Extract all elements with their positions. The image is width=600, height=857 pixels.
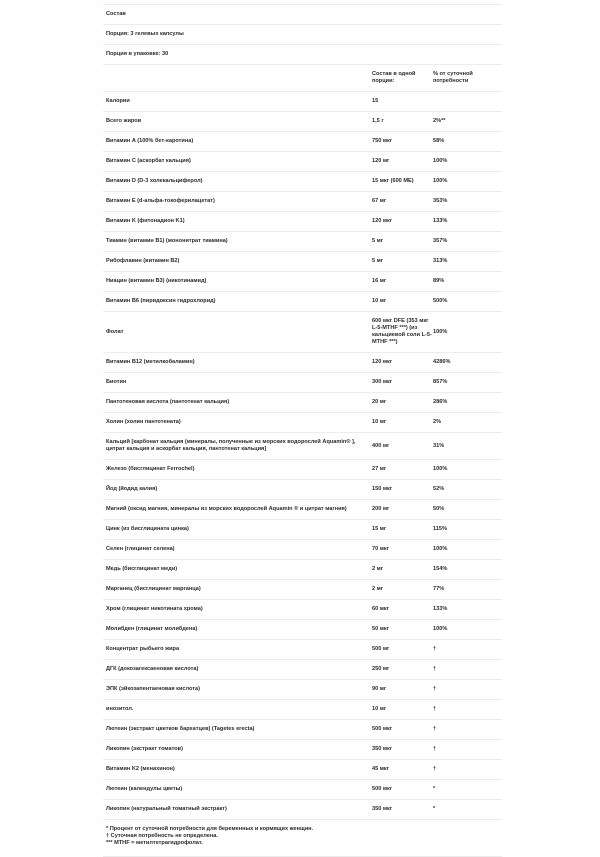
- nutrient-daily-value: 2%: [433, 419, 442, 425]
- nutrient-daily-value: 100%: [433, 178, 448, 184]
- table-row: [103, 231, 502, 251]
- table-row: [103, 412, 502, 432]
- nutrient-amount: 5 мг: [372, 238, 384, 244]
- table-header: [103, 64, 502, 91]
- nutrient-daily-value: 58%: [433, 138, 445, 144]
- table-row: [103, 539, 502, 559]
- nutrient-name: Цинк (из бисглицината цинка): [106, 526, 189, 532]
- table-body: [103, 91, 502, 819]
- nutrient-amount: 27 мг: [372, 466, 387, 472]
- nutrient-daily-value: 154%: [433, 566, 448, 572]
- nutrient-name: Витамин C (аскорбат кальция): [106, 158, 191, 164]
- nutrient-name: Магний (оксид магния, минералы из морских водорослей Aquamin ® и цитрат магния): [106, 506, 347, 512]
- table-row: [103, 131, 502, 151]
- header-daily: % от суточной потребности: [433, 71, 473, 84]
- nutrient-amount: 15 мкг (600 МЕ): [372, 178, 414, 184]
- nutrient-name: Витамин A (100% бет-каротина): [106, 138, 194, 144]
- nutrient-amount: 250 мг: [372, 666, 390, 672]
- nutrient-name: Железо (бисглицинат Ferrochel): [106, 466, 195, 472]
- nutrient-amount: 120 мг: [372, 158, 390, 164]
- table-title: Состав: [103, 4, 502, 24]
- nutrient-name: Марганец (бисглицинат марганца): [106, 586, 201, 592]
- table-row: [103, 639, 502, 659]
- nutrient-name: Лютеин (экстракт цветков бархатцев) (Tagetes erecta): [106, 726, 255, 732]
- nutrient-name: инозитол.: [106, 706, 134, 712]
- nutrient-name: Холин (холин пантотената): [106, 419, 181, 425]
- nutrient-amount: 10 мг: [372, 419, 387, 425]
- table-row: [103, 392, 502, 412]
- nutrient-daily-value: †: [433, 766, 437, 772]
- header-name: [103, 65, 372, 91]
- nutrient-daily-value: †: [433, 646, 437, 652]
- nutrient-daily-value: 286%: [433, 399, 448, 405]
- nutrient-amount: 60 мкг: [372, 606, 390, 612]
- nutrient-name: Биотин: [106, 379, 127, 385]
- table-row: [103, 352, 502, 372]
- nutrient-name: Калории: [106, 98, 130, 104]
- nutrient-daily-value: 77%: [433, 586, 445, 592]
- nutrient-name: Кальций [карбонат кальция (минералы, полученные из морских водорослей Aquamin® ], цитрат кальция и аскорбат кальция, пантотенат кальция]: [106, 439, 356, 452]
- table-row: [103, 171, 502, 191]
- table-row: [103, 459, 502, 479]
- nutrient-daily-value: [433, 92, 502, 111]
- table-row: [103, 699, 502, 719]
- supplement-facts-table: [103, 4, 502, 857]
- table-row: [103, 499, 502, 519]
- nutrient-name: ЭПК (эйкозапентаеновая кислота): [106, 686, 200, 692]
- table-row: [103, 739, 502, 759]
- nutrient-name: Рибофлавин (витамин B2): [106, 258, 180, 264]
- table-row: [103, 271, 502, 291]
- nutrient-amount: 120 мкг: [372, 359, 393, 365]
- nutrient-name: Йод (йодид калия): [106, 486, 158, 492]
- table-row: [103, 479, 502, 499]
- nutrient-name: Всего жиров: [106, 118, 142, 124]
- nutrient-name: Витамин B6 (пиридоксин гидрохлорид): [106, 298, 216, 304]
- table-row: [103, 91, 502, 111]
- table-row: [103, 679, 502, 699]
- nutrient-amount: 2 мг: [372, 566, 384, 572]
- nutrient-daily-value: 100%: [433, 158, 448, 164]
- table-row: [103, 659, 502, 679]
- nutrient-daily-value: 115%: [433, 526, 447, 532]
- nutrient-daily-value: 50%: [433, 506, 445, 512]
- nutrient-amount: 350 мкг: [372, 806, 393, 812]
- nutrient-amount: 150 мкг: [372, 486, 393, 492]
- nutrient-daily-value: 52%: [433, 486, 445, 492]
- nutrient-amount: 67 мг: [372, 198, 387, 204]
- nutrient-amount: 120 мкг: [372, 218, 393, 224]
- nutrient-daily-value: 100%: [433, 328, 448, 335]
- nutrient-amount: 2 мг: [372, 586, 384, 592]
- nutrient-name: Концентрат рыбьего жира: [106, 646, 180, 652]
- nutrient-amount: 15: [372, 98, 379, 104]
- nutrient-name: Тиамин (витамин B1) (мононитрат тиамина): [106, 238, 228, 244]
- table-row: [103, 372, 502, 392]
- nutrient-name: Витамин D (D-3 холекальциферол): [106, 178, 203, 184]
- table-row: [103, 311, 502, 352]
- serving-size: Порция: 3 гелевых капсулы: [103, 24, 502, 44]
- nutrient-amount: 45 мкг: [372, 766, 390, 772]
- table-row: [103, 759, 502, 779]
- nutrient-daily-value: 357%: [433, 238, 448, 244]
- nutrient-daily-value: †: [433, 666, 437, 672]
- table-row: [103, 599, 502, 619]
- nutrient-daily-value: 89%: [433, 278, 445, 284]
- footnote: *** MTHF = метилтетрагидрофолат.: [106, 840, 203, 846]
- table-row: [103, 211, 502, 231]
- nutrient-name: Медь (бисглицинат меди): [106, 566, 178, 572]
- nutrient-amount: 750 мкг: [372, 138, 393, 144]
- table-row: [103, 519, 502, 539]
- table-row: [103, 111, 502, 131]
- nutrient-name: Фолат: [106, 328, 124, 335]
- nutrient-amount: 1,5 г: [372, 118, 384, 124]
- table-row: [103, 559, 502, 579]
- table-row: [103, 579, 502, 599]
- nutrient-daily-value: 100%: [433, 626, 448, 632]
- nutrient-daily-value: 500%: [433, 298, 448, 304]
- header-amount: Состав в одной порции:: [372, 71, 416, 84]
- nutrient-name: Селен (глицинат селена): [106, 546, 175, 552]
- nutrient-amount: 16 мг: [372, 278, 387, 284]
- nutrient-amount: 20 мг: [372, 399, 387, 405]
- footnotes: [103, 819, 502, 857]
- nutrient-amount: 10 мг: [372, 706, 387, 712]
- table-row: [103, 799, 502, 819]
- nutrient-daily-value: 353%: [433, 198, 448, 204]
- nutrient-amount: 300 мкг: [372, 379, 393, 385]
- nutrient-name: Молибден (глицинат молибдена): [106, 626, 198, 632]
- nutrient-daily-value: †: [433, 746, 437, 752]
- nutrient-amount: 70 мкг: [372, 546, 390, 552]
- nutrient-daily-value: 100%: [433, 546, 448, 552]
- table-row: [103, 151, 502, 171]
- table-row: [103, 191, 502, 211]
- nutrient-daily-value: 4286%: [433, 359, 451, 365]
- nutrient-daily-value: 133%: [433, 606, 448, 612]
- nutrient-name: Ликопин (натуральный томатный экстракт): [106, 806, 227, 812]
- footnote: † Суточная потребность не определена.: [106, 833, 218, 839]
- nutrient-daily-value: †: [433, 686, 437, 692]
- nutrient-amount: 90 мг: [372, 686, 387, 692]
- nutrient-amount: 600 мкг DFE (353 мкг L-5-MTHF ***) (из кальциевой соли L-5-MTHF ***): [372, 318, 432, 345]
- nutrient-daily-value: †: [433, 726, 437, 732]
- nutrient-daily-value: *: [433, 806, 436, 812]
- nutrient-name: ДГК (докозагексаеновая кислота): [106, 666, 199, 672]
- nutrient-amount: 500 мкг: [372, 726, 393, 732]
- nutrient-amount: 500 мкг: [372, 786, 393, 792]
- nutrient-name: Витамин K2 (менахинон): [106, 766, 175, 772]
- nutrient-daily-value: 857%: [433, 379, 448, 385]
- footnote: * Процент от суточной потребности для беременных и кормящих женщин.: [106, 826, 314, 832]
- nutrient-name: Ниацин (витамин B3) (никотинамид): [106, 278, 207, 284]
- nutrient-name: Пантотеновая кислота (пантотенат кальция): [106, 399, 230, 405]
- table-row: [103, 251, 502, 271]
- nutrient-daily-value: 100%: [433, 466, 448, 472]
- nutrient-amount: 5 мг: [372, 258, 384, 264]
- nutrient-amount: 350 мкг: [372, 746, 393, 752]
- nutrient-name: Витамин K (фитонадион K1): [106, 218, 185, 224]
- nutrient-name: Ликопин (экстракт томатов): [106, 746, 183, 752]
- nutrient-amount: 50 мкг: [372, 626, 390, 632]
- table-row: [103, 291, 502, 311]
- nutrient-daily-value: 2%**: [433, 118, 446, 124]
- nutrient-amount: 500 мг: [372, 646, 390, 652]
- table-row: [103, 619, 502, 639]
- nutrient-name: Хром (глицинат никотината хрома): [106, 606, 203, 612]
- nutrient-daily-value: *: [433, 786, 436, 792]
- nutrient-amount: 10 мг: [372, 298, 387, 304]
- servings-per-pack: Порция в упаковке: 30: [103, 44, 502, 64]
- table-row: [103, 719, 502, 739]
- nutrient-daily-value: 31%: [433, 442, 445, 449]
- nutrient-amount: 400 мг: [372, 442, 390, 449]
- nutrient-amount: 15 мг: [372, 526, 387, 532]
- table-row: [103, 432, 502, 459]
- nutrient-name: Витамин B12 (метилкобаламин): [106, 359, 195, 365]
- nutrient-daily-value: 313%: [433, 258, 448, 264]
- nutrient-name: Витамин E (d-альфа-токоферилацетат): [106, 198, 215, 204]
- table-row: [103, 779, 502, 799]
- nutrient-amount: 200 мг: [372, 506, 390, 512]
- nutrient-daily-value: †: [433, 706, 437, 712]
- nutrient-name: Лютеин (календулы цветы): [106, 786, 183, 792]
- nutrient-daily-value: 133%: [433, 218, 448, 224]
